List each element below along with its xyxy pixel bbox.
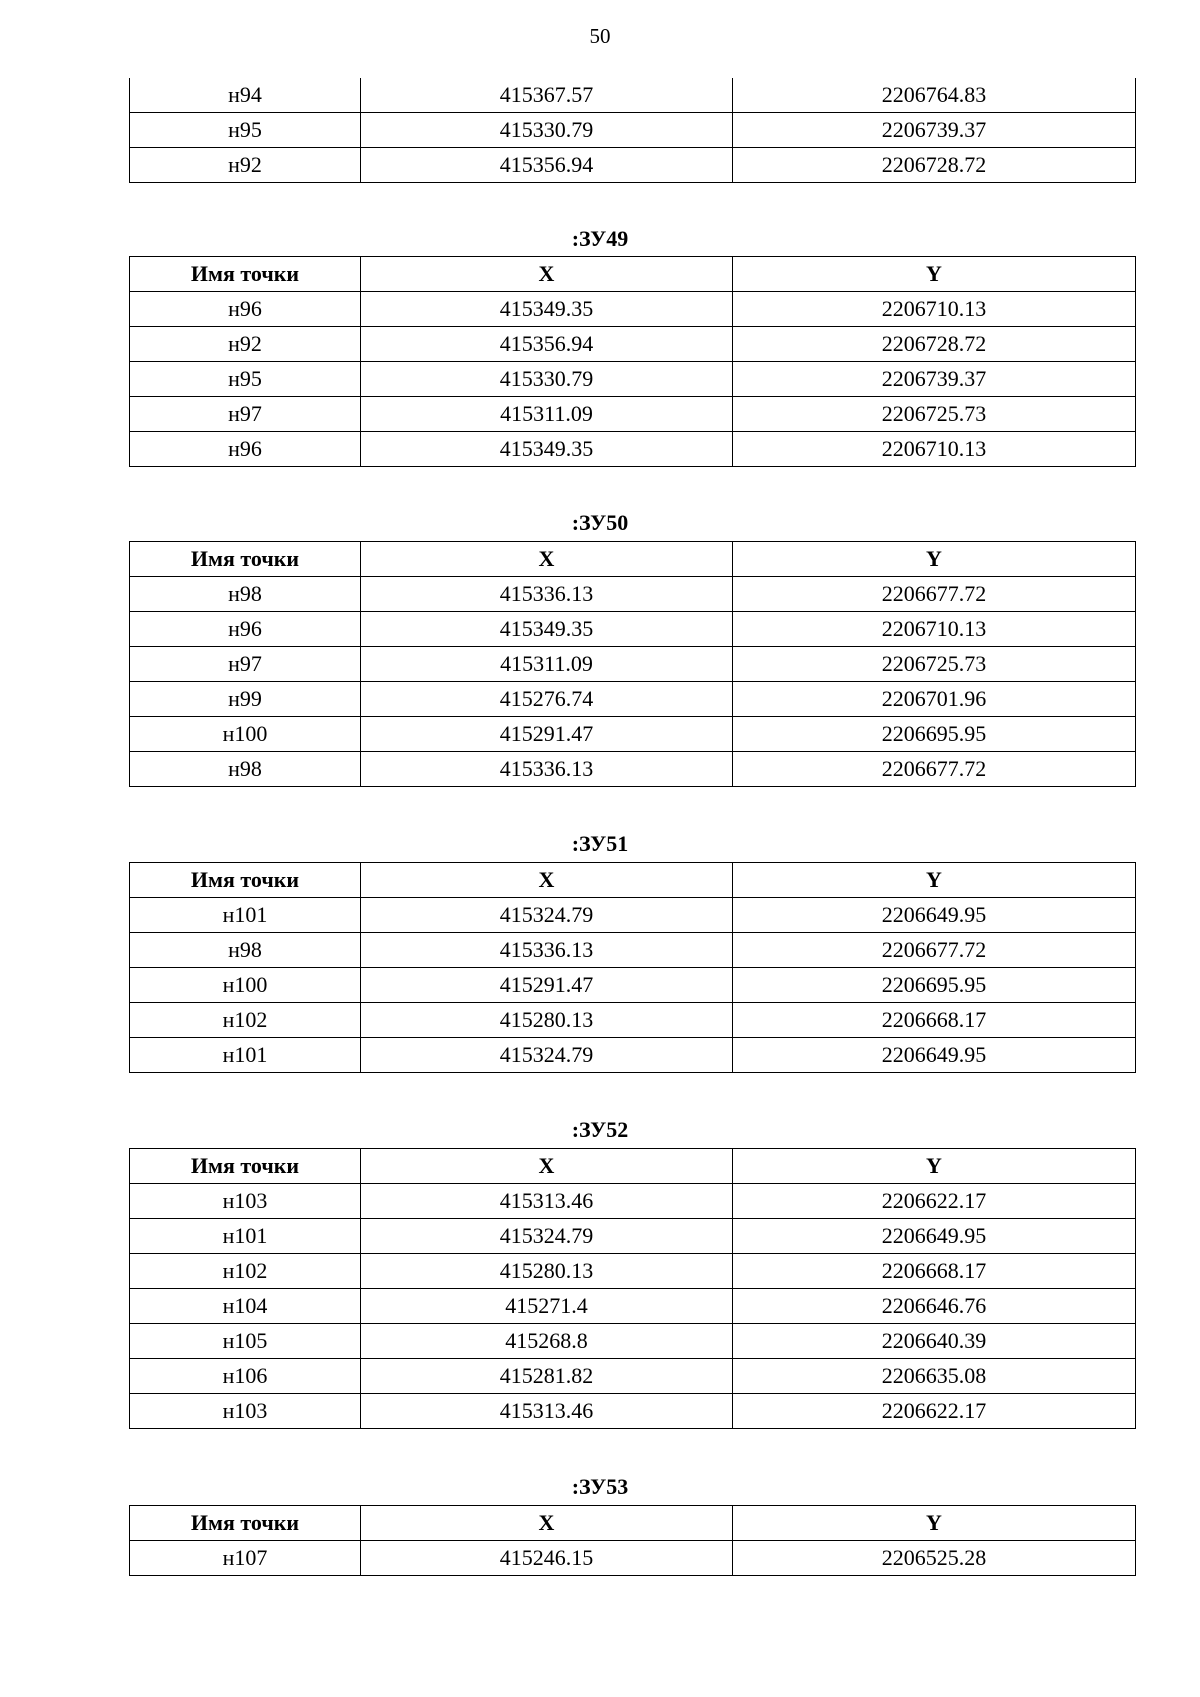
point-name: н92 — [130, 327, 361, 362]
point-name: н96 — [130, 292, 361, 327]
point-name: н105 — [130, 1324, 361, 1359]
y-value: 2206622.17 — [733, 1394, 1136, 1429]
point-name: н92 — [130, 148, 361, 183]
x-value: 415330.79 — [361, 362, 733, 397]
x-value: 415276.74 — [361, 682, 733, 717]
y-value: 2206635.08 — [733, 1359, 1136, 1394]
table-header-row — [130, 257, 1136, 292]
point-name: н103 — [130, 1184, 361, 1219]
table-row — [130, 1324, 1136, 1359]
x-value: 415280.13 — [361, 1003, 733, 1038]
column-header-y: Y — [733, 542, 1136, 577]
table-row — [130, 78, 1136, 113]
x-value: 415349.35 — [361, 432, 733, 467]
coordinates-table — [129, 1148, 1136, 1429]
y-value: 2206725.73 — [733, 397, 1136, 432]
column-header-name: Имя точки — [130, 1149, 361, 1184]
column-header-name: Имя точки — [130, 1506, 361, 1541]
column-header-x: X — [361, 1149, 733, 1184]
y-value: 2206640.39 — [733, 1324, 1136, 1359]
coordinates-table — [129, 1505, 1136, 1576]
y-value: 2206649.95 — [733, 898, 1136, 933]
x-value: 415271.4 — [361, 1289, 733, 1324]
x-value: 415311.09 — [361, 647, 733, 682]
section-title: :ЗУ50 — [571, 510, 629, 535]
x-value: 415367.57 — [361, 78, 733, 113]
point-name: н107 — [130, 1541, 361, 1576]
point-name: н97 — [130, 397, 361, 432]
table-row — [130, 432, 1136, 467]
table-row — [130, 327, 1136, 362]
point-name: н101 — [130, 1038, 361, 1073]
table-row — [130, 362, 1136, 397]
point-name: н96 — [130, 432, 361, 467]
table-row — [130, 1541, 1136, 1576]
point-name: н97 — [130, 647, 361, 682]
table-row — [130, 752, 1136, 787]
x-value: 415324.79 — [361, 898, 733, 933]
x-value: 415349.35 — [361, 612, 733, 647]
point-name: н102 — [130, 1254, 361, 1289]
y-value: 2206677.72 — [733, 933, 1136, 968]
column-header-y: Y — [733, 257, 1136, 292]
table-row — [130, 577, 1136, 612]
x-value: 415349.35 — [361, 292, 733, 327]
y-value: 2206764.83 — [733, 78, 1136, 113]
table-row — [130, 1359, 1136, 1394]
point-name: н104 — [130, 1289, 361, 1324]
table-row — [130, 292, 1136, 327]
x-value: 415356.94 — [361, 148, 733, 183]
y-value: 2206695.95 — [733, 717, 1136, 752]
y-value: 2206710.13 — [733, 612, 1136, 647]
x-value: 415246.15 — [361, 1541, 733, 1576]
point-name: н101 — [130, 898, 361, 933]
y-value: 2206710.13 — [733, 292, 1136, 327]
y-value: 2206649.95 — [733, 1219, 1136, 1254]
y-value: 2206525.28 — [733, 1541, 1136, 1576]
table-row — [130, 1219, 1136, 1254]
column-header-x: X — [361, 257, 733, 292]
y-value: 2206739.37 — [733, 362, 1136, 397]
section-title: :ЗУ49 — [571, 226, 629, 251]
table-row — [130, 717, 1136, 752]
coordinates-table — [129, 541, 1136, 787]
table-row — [130, 898, 1136, 933]
column-header-name: Имя точки — [130, 863, 361, 898]
table-row — [130, 933, 1136, 968]
section-title: :ЗУ53 — [571, 1474, 629, 1499]
table-header-row — [130, 1149, 1136, 1184]
table-row — [130, 1184, 1136, 1219]
column-header-y: Y — [733, 1149, 1136, 1184]
point-name: н94 — [130, 78, 361, 113]
x-value: 415336.13 — [361, 752, 733, 787]
y-value: 2206725.73 — [733, 647, 1136, 682]
coordinates-table — [129, 256, 1136, 467]
y-value: 2206701.96 — [733, 682, 1136, 717]
y-value: 2206646.76 — [733, 1289, 1136, 1324]
point-name: н100 — [130, 968, 361, 1003]
table-row — [130, 113, 1136, 148]
point-name: н103 — [130, 1394, 361, 1429]
table-row — [130, 612, 1136, 647]
column-header-y: Y — [733, 863, 1136, 898]
y-value: 2206695.95 — [733, 968, 1136, 1003]
table-row — [130, 1254, 1136, 1289]
y-value: 2206649.95 — [733, 1038, 1136, 1073]
point-name: н95 — [130, 362, 361, 397]
page-number: 50 — [589, 24, 611, 48]
point-name: н98 — [130, 933, 361, 968]
x-value: 415336.13 — [361, 577, 733, 612]
x-value: 415311.09 — [361, 397, 733, 432]
table-header-row — [130, 1506, 1136, 1541]
y-value: 2206728.72 — [733, 327, 1136, 362]
table-header-row — [130, 542, 1136, 577]
column-header-name: Имя точки — [130, 542, 361, 577]
x-value: 415330.79 — [361, 113, 733, 148]
point-name: н98 — [130, 577, 361, 612]
column-header-name: Имя точки — [130, 257, 361, 292]
table-row — [130, 1003, 1136, 1038]
point-name: н100 — [130, 717, 361, 752]
y-value: 2206739.37 — [733, 113, 1136, 148]
y-value: 2206677.72 — [733, 752, 1136, 787]
column-header-y: Y — [733, 1506, 1136, 1541]
point-name: н99 — [130, 682, 361, 717]
table-row — [130, 1394, 1136, 1429]
x-value: 415291.47 — [361, 968, 733, 1003]
continuation-table — [129, 78, 1136, 183]
point-name: н106 — [130, 1359, 361, 1394]
x-value: 415336.13 — [361, 933, 733, 968]
x-value: 415280.13 — [361, 1254, 733, 1289]
column-header-x: X — [361, 542, 733, 577]
x-value: 415324.79 — [361, 1219, 733, 1254]
coordinates-table — [129, 862, 1136, 1073]
y-value: 2206728.72 — [733, 148, 1136, 183]
table-row — [130, 682, 1136, 717]
x-value: 415324.79 — [361, 1038, 733, 1073]
x-value: 415291.47 — [361, 717, 733, 752]
table-row — [130, 148, 1136, 183]
y-value: 2206677.72 — [733, 577, 1136, 612]
section-title: :ЗУ52 — [571, 1117, 629, 1142]
table-row — [130, 397, 1136, 432]
x-value: 415268.8 — [361, 1324, 733, 1359]
column-header-x: X — [361, 1506, 733, 1541]
table-row — [130, 1289, 1136, 1324]
point-name: н98 — [130, 752, 361, 787]
point-name: н101 — [130, 1219, 361, 1254]
x-value: 415313.46 — [361, 1184, 733, 1219]
y-value: 2206668.17 — [733, 1003, 1136, 1038]
y-value: 2206710.13 — [733, 432, 1136, 467]
x-value: 415281.82 — [361, 1359, 733, 1394]
point-name: н96 — [130, 612, 361, 647]
point-name: н95 — [130, 113, 361, 148]
x-value: 415356.94 — [361, 327, 733, 362]
y-value: 2206622.17 — [733, 1184, 1136, 1219]
table-header-row — [130, 863, 1136, 898]
section-title: :ЗУ51 — [571, 831, 629, 856]
table-row — [130, 647, 1136, 682]
table-row — [130, 968, 1136, 1003]
x-value: 415313.46 — [361, 1394, 733, 1429]
column-header-x: X — [361, 863, 733, 898]
point-name: н102 — [130, 1003, 361, 1038]
y-value: 2206668.17 — [733, 1254, 1136, 1289]
table-row — [130, 1038, 1136, 1073]
